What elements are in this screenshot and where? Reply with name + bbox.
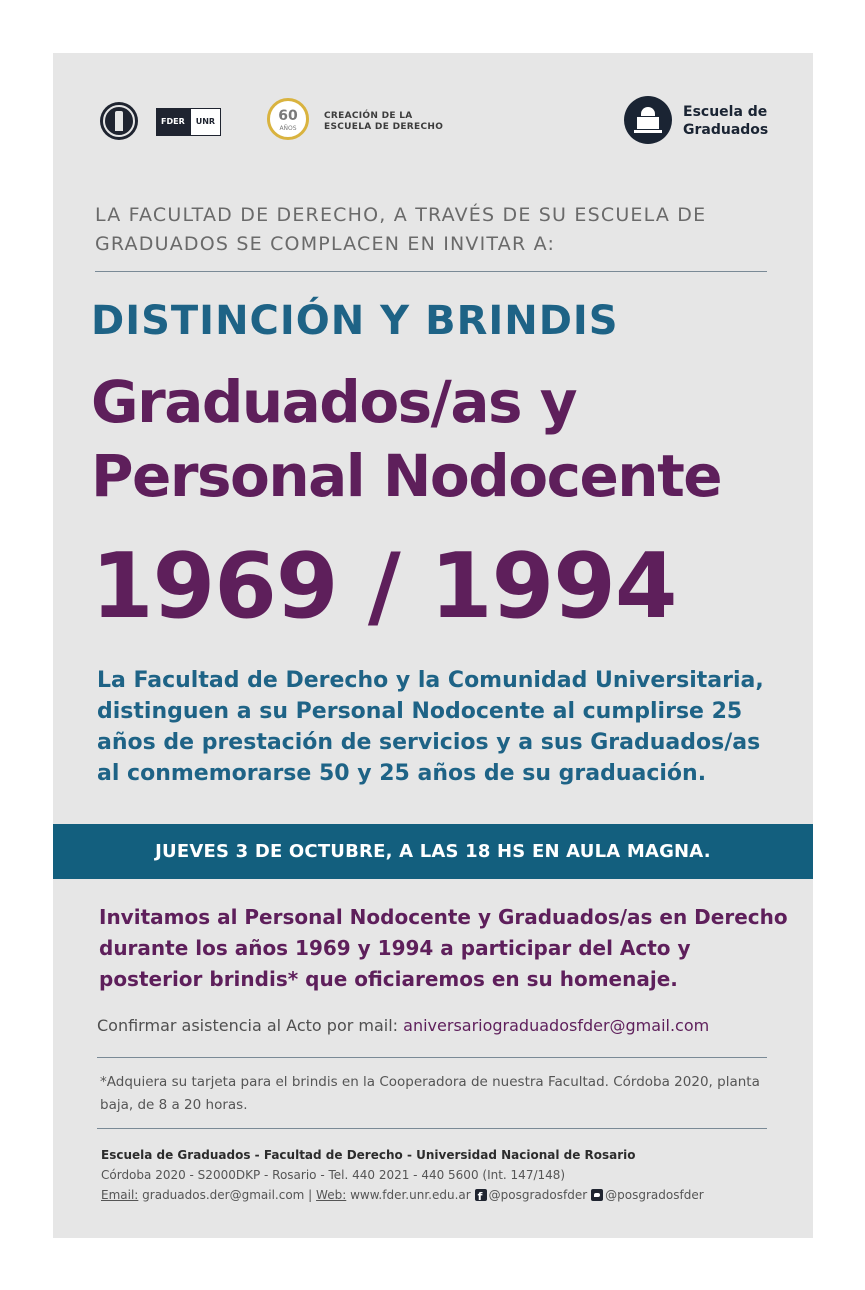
- divider: [97, 1128, 767, 1129]
- fder-unr-logo: [156, 108, 221, 136]
- footer-address: Córdoba 2020 - S2000DKP - Rosario - Tel. 440 2021 - 440 5600 (Int. 147/148): [101, 1168, 566, 1182]
- divider: [95, 271, 767, 272]
- web-label: Web:: [316, 1188, 347, 1202]
- title-graduados: Graduados/as y Personal Nodocente: [91, 368, 722, 510]
- intro-text: LA FACULTAD DE DERECHO, A TRAVÉS DE SU ESCUELA DE GRADUADOS SE COMPLACEN EN INVITAR A:: [95, 204, 707, 255]
- event-date-text: JUEVES 3 DE OCTUBRE, A LAS 18 HS EN AULA MAGNA.: [155, 841, 711, 862]
- ticket-note: *Adquiera su tarjeta para el brindis en la Cooperadora de nuestra Facultad. Córdoba 2020, planta baja, de 8 a 20 horas.: [100, 1074, 760, 1113]
- anniversary-unit: AÑOS: [279, 125, 297, 132]
- footer-org: Escuela de Graduados - Facultad de Derecho - Universidad Nacional de Rosario: [101, 1148, 636, 1162]
- escuela-graduados-building-icon: [624, 96, 672, 144]
- confirm-label: Confirmar asistencia al Acto por mail:: [97, 1016, 404, 1035]
- twitter-icon: [591, 1189, 603, 1201]
- confirm-line: [97, 1016, 709, 1035]
- footer-email-link[interactable]: graduados.der@gmail.com |: [138, 1188, 317, 1202]
- anniversary-number: 60: [278, 108, 298, 124]
- escuela-graduados-label: Escuela de Graduados: [683, 104, 769, 138]
- unr-seal-icon: [100, 102, 138, 140]
- twitter-handle[interactable]: @posgradosfder: [605, 1188, 704, 1202]
- footer-web-link[interactable]: www.fder.unr.edu.ar: [346, 1188, 471, 1202]
- facebook-icon: [475, 1189, 487, 1201]
- confirm-email-link[interactable]: aniversariograduadosfder@gmail.com: [403, 1016, 710, 1035]
- invitation-card: [53, 53, 813, 1238]
- email-label: Email:: [101, 1188, 139, 1202]
- title-distincion: DISTINCIÓN Y BRINDIS: [91, 298, 619, 344]
- unr-label: UNR: [190, 108, 221, 136]
- event-date-band: [53, 824, 813, 879]
- footer-contact: [101, 1185, 781, 1205]
- footer: [101, 1145, 781, 1205]
- creacion-label: CREACIÓN DE LA ESCUELA DE DERECHO: [324, 111, 444, 132]
- description-text: La Facultad de Derecho y la Comunidad Universitaria, distinguen a su Personal Nodocente al cumplirse 25 años de prestación de servicios y a sus Graduados/as al conmemorarse 50 y 25 años de su graduación.: [97, 668, 764, 786]
- fder-label: FDER: [156, 108, 190, 136]
- title-years: 1969 / 1994: [91, 534, 677, 639]
- invitation-text: Invitamos al Personal Nodocente y Graduados/as en Derecho durante los años 1969 y 1994 a participar del Acto y posterior brindis* que oficiaremos en su homenaje.: [99, 905, 788, 991]
- divider: [97, 1057, 767, 1058]
- sixty-years-badge-icon: [267, 98, 309, 140]
- facebook-handle[interactable]: @posgradosfder: [488, 1188, 588, 1202]
